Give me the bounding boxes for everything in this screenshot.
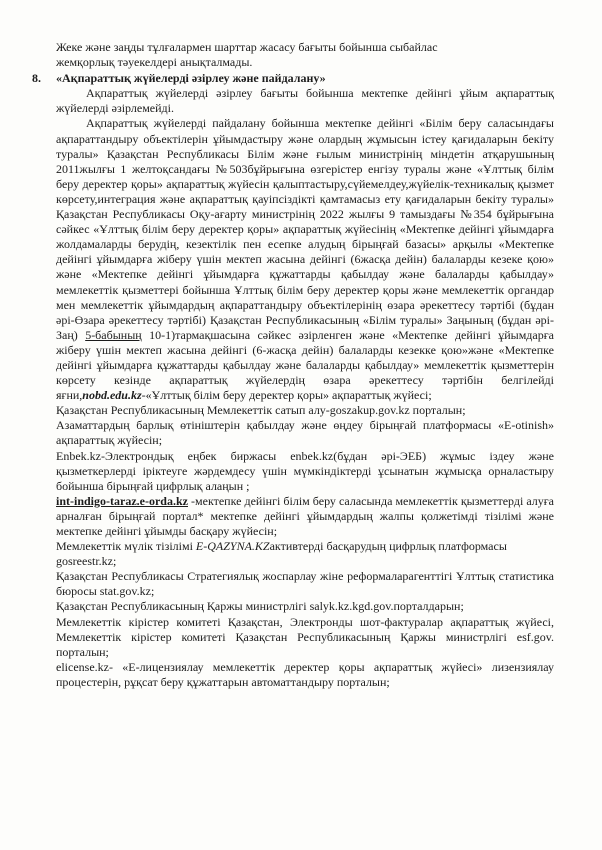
- indigo-text: -мектепке дейінгі білім беру саласында мемлекеттік қызметтерді алуға арналған бірыңғай портал* мектепке дейінгі ұйымдардың жалпы қолжетімді тізілімі және мектепке дейінгі ұйымды басқару жүйесін;: [56, 493, 554, 538]
- indigo-link: int-indigo-taraz.e-orda.kz: [56, 493, 188, 508]
- usage-text-3: -«Ұлттық білім беру деректер қоры» ақпараттық жүйесі;: [141, 388, 432, 403]
- usage-text-1: Ақпараттық жүйелерді пайдалану бойынша мектепке дейінгі «Білім беру саласындағы ақпараттандыру объектілерін ұйымдастыру және олардың жұмысын істеу қағидаларын бекіту туралы» Қазақстан Республикасы Білім және ғылым министрінің міндетін атқарушының 2011жылғы 1 желтоқсандағы №503бұйрығына өзгерістер енгізу туралы және «Ұлттық білім беру деректер қоры» ақпараттық жүйесін қалыптастыру,сүйемелдеу,жүйелік-техникалық қызмет көрсету,интеграция және ақпараттық қауіпсіздікті қамтамасыз ету қағидаларын бекіту туралы» Қазақстан Республикасы Оқу-ағарту министрінің 2022 жылғы 9 тамыздағы №354 бұйрығына сәйкес «Ұлттық білім беру деректер қоры» ақпараттық жүйесінің «Мектепке дейінгі ұйымдарға жолдамаларды берудің, кезектілік пен есепке алудың бірыңғай базасы» арқылы «Мектепке дейінгі ұйымдарға жіберу үшін мектеп жасына дейінгі (6жасқа дейін) балаларды кезеке қою» және «Мектепке дейінгі ұйымдарға құжаттарды қабылдау және балаларды қабылдау» мемлекеттік қызметтері бойынша Ұлттық білім беру деректер қоры және мемлекеттік органдар мен мемлекеттік ұйымдардың ақпараттандыру объектілерінің өзара әрекеттесу тәртібі (бұдан әрі-Өзара әрекеттесу тәртібі) Қазақстан Республикасының «Білім туралы» Заңының (бұдан әрі-Заң): [56, 116, 554, 342]
- esf-entry: Мемлекеттік кірістер комитеті Қазақстан, Электронды шот-фактуралар ақпараттық жүйесі, Мемлекеттік кірістер комитеті Қазақстан Республикасының Қаржы министрлігі esf.gov. порталын;: [56, 614, 554, 659]
- qazyna-text-pre: Мемлекеттік мүлік тізілімі: [56, 539, 196, 554]
- qazyna-link: E-QAZYNA.KZ: [195, 539, 270, 554]
- intro-line-2: жемқорлық тәуекелдері анықталмады.: [56, 55, 253, 70]
- section-number: 8.: [32, 71, 41, 86]
- eotinish-entry: Азаматтардың барлық өтініштерін қабылдау және өңдеу бірыңғай платформасы «E-otinish» ақпараттық жүйесін;: [56, 418, 554, 448]
- intro-line-1: Жеке және заңды тұлғалармен шарттар жасасу бағыты бойынша сыбайлас: [56, 40, 438, 54]
- qazyna-text-rest: активтерді басқарудың цифрлық платформасы gosreestr.kz;: [56, 539, 507, 569]
- law-article-link: 5-бабының: [85, 327, 142, 342]
- section-title: «Ақпараттық жүйелерді әзірлеу және пайдалану»: [56, 71, 326, 86]
- section-heading: [32, 71, 554, 86]
- usage-text-2: 10-1)тармақшасына сәйкес әзірленген және «Мектепке дейінгі ұйымдарға жіберу үшін мектеп жасына дейінгі (6-жасқа дейін) балаларды кезекке қою»және «Мектепке дейінгі ұйымдарға құжаттарды қабылдау және балаларды қабылдау» мемлекеттік қызметтерін көрсету кезінде ақпараттық жүйелердің өзара әрекеттесу тәртібін белгілейді яғни,: [56, 327, 554, 403]
- usage-paragraph: [56, 116, 554, 403]
- indigo-entry: [56, 494, 554, 539]
- elicense-entry: elicense.kz- «Е-лицензиялау мемлекеттік деректер қоры ақпараттық жүйесі» лизензиялау процестерін, рұқсат беру құжаттарын автоматтандыру порталын;: [56, 659, 554, 689]
- goszakup-entry: Қазақстан Республикасының Мемлекеттік сатып алу-goszakup.gov.kz порталын;: [56, 403, 466, 418]
- stat-entry: Қазақстан Республикасы Стратегиялық жоспарлау жіне реформаларагенттігі Ұлттық статистика бюросы stat.gov.kz;: [56, 569, 554, 599]
- development-paragraph: Ақпараттық жүйелерді әзірлеу бағыты бойынша мектепке дейінгі ұйым ақпараттық жүйелерді әзірлемейді.: [56, 86, 554, 116]
- enbek-entry: Enbek.kz-Электрондық еңбек биржасы enbek.kz(бұдан әрі-ЭЕБ) жұмыс іздеу және қызметкерлерді іріктеуге жәрдемдесу үшін мүмкіндіктерді ұсынатын жұмысқа орналастыру бойынша бірыңғай цифрлық алаңын ;: [56, 448, 554, 493]
- qazyna-entry: [56, 539, 554, 569]
- nobd-link: nobd.edu.kz: [82, 388, 142, 403]
- salyk-entry: Қазақстан Республикасының Қаржы министрлігі salyk.kz.kgd.gov.порталдарын;: [56, 599, 464, 614]
